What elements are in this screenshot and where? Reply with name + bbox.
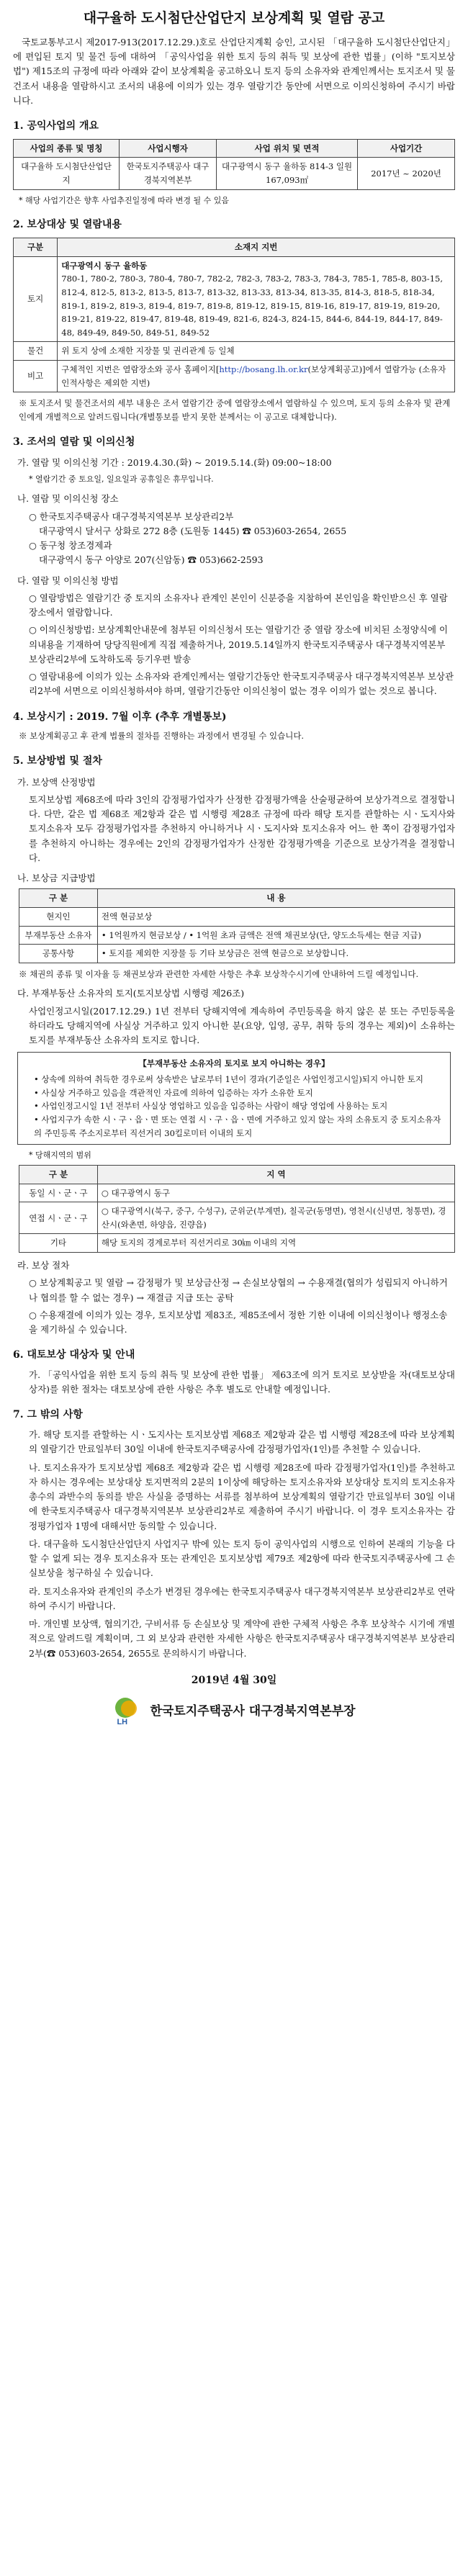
table-header: 구 분 bbox=[19, 1165, 98, 1184]
table-header: 구분 bbox=[14, 238, 58, 257]
table-cell: 전액 현금보상 bbox=[97, 907, 454, 926]
section-4-heading: 4. 보상시기 : 2019. 7월 이후 (추후 개별통보) bbox=[13, 711, 227, 723]
table-cell: 대구율하 도시첨단산업단지 bbox=[14, 158, 120, 189]
section-1-heading: 1. 공익사업의 개요 bbox=[13, 120, 99, 132]
table-cell: 공통사항 bbox=[19, 945, 98, 963]
procedure-text: ○ 보상계획공고 및 열람 → 감정평가 및 보상금산정 → 손실보상협의 → 수용재결(협의가 성립되지 아니하거나 협의를 할 수 없는 경우) → 재결금 지급 또는 공탁 bbox=[29, 1277, 448, 1303]
period-label: 가. 열람 및 이의신청 기간 : bbox=[17, 457, 127, 469]
place-item: ○ 한국토지주택공사 대구경북지역본부 보상관리2부 bbox=[29, 510, 234, 522]
absentee-text: 사업인정고시일(2017.12.29.) 1년 전부터 당해지역에 계속하여 주민등록을 하지 않은 분 또는 주민등록을 하더라도 당해지역에 사실상 거주하고 있지 아니한 분(요양, 입영, 공무, 취학 등의 경우는 제외)이 소유하는 토지를 부재부동산 소유자의 토지로 합니다. bbox=[29, 1005, 455, 1046]
place-item: 대구광역시 동구 아양로 207(신암동) ☎ 053)662-2593 bbox=[39, 554, 264, 566]
table-cell: 한국토지주택공사 대구경북지역본부 bbox=[120, 158, 217, 189]
other-item: 가. 해당 토지를 관할하는 시ㆍ도지사는 토지보상법 제68조 제2항과 같은 법 시행령 제28조에 따라 보상계획의 열람기간 만료일부터 30일 이내에 한국토지주택공사에 감정평가업자(1인)를 추천할 수 있습니다. bbox=[29, 1429, 455, 1455]
range-table bbox=[19, 1165, 455, 1253]
period-note: * 열람기간 중 토요일, 일요일과 공휴일은 휴무입니다. bbox=[29, 474, 214, 485]
exception-box bbox=[17, 1052, 451, 1145]
target-table bbox=[13, 238, 455, 392]
period-value: 2019.4.30.(화) ~ 2019.5.14.(화) 09:00~18:00 bbox=[127, 457, 332, 469]
table-header: 소재지 지번 bbox=[58, 238, 455, 257]
table-cell: 기타 bbox=[19, 1234, 98, 1253]
table-cell: 위 토지 상에 소재한 지장물 및 권리관계 등 일체 bbox=[58, 342, 455, 361]
table-cell: ○ 대구광역시 동구 bbox=[97, 1184, 454, 1202]
logo-text: LH bbox=[117, 1717, 128, 1726]
bosang-link[interactable]: http://bosang.lh.or.kr bbox=[219, 364, 308, 375]
land-city: 대구광역시 동구 율하동 bbox=[61, 260, 148, 271]
notice-date: 2019년 4월 30일 bbox=[191, 1674, 277, 1686]
land-lots: 780-1, 780-2, 780-3, 780-4, 780-7, 782-2, 782-3, 783-2, 783-3, 784-3, 785-1, 785-8, 803-15, 812-4, 812-5, 813-2, 813-5, 813-7, 813-32, 813-33, 813-34, 813-35, 814-3, 818-5, 818-34, 819-1, 819-2, 819-3, 819-4, 819-7, 819-8, 819-12, 819-15, 819-16, 819-17, 819-19, 819-20, 819-21, 819-22, 819-47, 819-48, 819-49, 821-6, 824-3, 824-15, 844-6, 844-19, 844-17, 849-48, 849-49, 849-50, 849-51, 849-52 bbox=[61, 274, 443, 338]
payment-note: ※ 채권의 종류 및 이자율 등 채권보상과 관련한 자세한 사항은 추후 보상착수시기에 안내하여 드릴 예정입니다. bbox=[19, 968, 419, 979]
page-title: 대구율하 도시첨단산업단지 보상계획 및 열람 공고 bbox=[83, 10, 385, 26]
exception-item: • 상속에 의하여 취득한 경우로써 상속받은 날로부터 1년이 경과(기준일은 사업인정고시일)되지 아니한 토지 bbox=[34, 1074, 423, 1084]
section-6-heading: 6. 대토보상 대상자 및 안내 bbox=[13, 1349, 135, 1361]
procedure-text-2: ○ 수용재결에 이의가 있는 경우, 토지보상법 제83조, 제85조에서 정한 기한 이내에 이의신청이나 행정소송을 제기하실 수 있습니다. bbox=[29, 1309, 448, 1336]
table-cell: 토지 bbox=[14, 256, 58, 342]
section-6-text: 가. 「공익사업을 위한 토지 등의 취득 및 보상에 관한 법률」 제63조에 의거 토지로 보상받을 자(대토보상대상자)를 위한 절차는 대토보상에 관한 사항은 추후 별도로 안내할 예정입니다. bbox=[29, 1369, 455, 1395]
table-header: 사업시행자 bbox=[120, 139, 217, 158]
intro-text: 국토교통부고시 제2017-913(2017.12.29.)호로 산업단지계획 승인, 고시된 「대구율하 도시첨단산업단지」에 편입된 토지 및 물건 등에 대하여 「공익사업을 위한 토지 등의 취득 및 보상에 관한 법률」(이하 "토지보상법") 제15조의 규정에 따라 아래와 같이 보상계획을 공고하오니 토지 등의 소유자와 관계인께서는 토지조서 및 물건조서 내용을 열람하시고 조서의 내용에 이의가 있는 경우 열람기간 동안에 서면으로 이의신청하여 주시기 바랍니다. bbox=[13, 36, 455, 106]
other-item: 다. 대구율하 도시첨단산업단지 사업지구 밖에 있는 토지 등이 공익사업의 시행으로 인하여 본래의 기능을 다할 수 없게 되는 경우 토지소유자 또는 관계인은 토지보상법 제79조 제2항에 따라 한국토지주택공사에 그 손실보상을 청구하실 수 있습니다. bbox=[29, 1538, 455, 1579]
table-cell: • 1억원까지 현금보상 / • 1억원 초과 금액은 전액 채권보상(단, 양도소득세는 현금 지급) bbox=[97, 926, 454, 945]
method-label: 다. 열람 및 이의신청 방법 bbox=[17, 575, 119, 586]
project-overview-table bbox=[13, 139, 455, 190]
other-item: 라. 토지소유자와 관계인의 주소가 변경된 경우에는 한국토지주택공사 대구경북지역본부 보상관리2부로 연락하여 주시기 바랍니다. bbox=[29, 1585, 455, 1611]
section-1-note: * 해당 사업기간은 향후 사업추진일정에 따라 변경 될 수 있음 bbox=[19, 195, 229, 205]
remark-cell bbox=[58, 361, 455, 392]
place-label: 나. 열람 및 이의신청 장소 bbox=[17, 493, 119, 505]
signature-block bbox=[13, 1698, 455, 1726]
other-item: 나. 토지소유자가 토지보상법 제68조 제2항과 같은 법 시행령 제28조에 따라 감정평가업자(1인)를 추천하고자 하시는 경우에는 보상대상 토지면적의 2분의 1이상에 해당하는 토지소유자와 보상대상 토지의 토지소유자 총수의 과반수의 동의를 받은 사실을 증명하는 서류를 첨부하여 보상계획의 열람기간 만료일부터 30일 이내에 한국토지주택공사 대구경북지역본부 보상관리2부로 제출하여 주시기 바랍니다. 이 경우 토지소유자는 감정평가업자 1명에 대해서만 동의할 수 있습니다. bbox=[29, 1462, 455, 1531]
exception-item: • 사업인정고시일 1년 전부터 사실상 영업하고 있음을 입증하는 사람이 해당 영업에 사용하는 토지 bbox=[34, 1101, 388, 1112]
section-7-heading: 7. 그 밖의 사항 bbox=[13, 1409, 83, 1421]
exception-item: • 사실상 거주하고 있음을 객관적인 자료에 의하여 입증하는 자가 소유한 토지 bbox=[34, 1087, 313, 1098]
table-header: 사업 위치 및 면적 bbox=[216, 139, 357, 158]
place-item: 대구광역시 달서구 상화로 272 8층 (도원동 1445) ☎ 053)603-2654, 2655 bbox=[39, 525, 347, 536]
section-5-heading: 5. 보상방법 및 절차 bbox=[13, 755, 102, 767]
table-cell: 비고 bbox=[14, 361, 58, 392]
land-lots-cell bbox=[58, 256, 455, 342]
method-item: ○ 열람내용에 이의가 있는 소유자와 관계인께서는 열람기간동안 한국토지주택공사 대구경북지역본부 보상관리2부에 서면으로 이의신청하셔야 하며, 열람기간동안 이의신청이 없는 경우 이의가 없는 것으로 봅니다. bbox=[29, 671, 454, 697]
table-cell: 대구광역시 동구 율하동 814-3 일원 167,093㎡ bbox=[216, 158, 357, 189]
table-header: 사업기간 bbox=[358, 139, 455, 158]
procedure-label: 라. 보상 절차 bbox=[17, 1260, 70, 1271]
table-cell: 현지인 bbox=[19, 907, 98, 926]
payment-table bbox=[19, 888, 455, 963]
table-cell: 해당 토지의 경계로부터 직선거리로 30㎞ 이내의 지역 bbox=[97, 1234, 454, 1253]
organization-name: 한국토지주택공사 대구경북지역본부장 bbox=[150, 1703, 356, 1719]
table-cell: 물건 bbox=[14, 342, 58, 361]
remark-text: 구체적인 지번은 열람장소와 공사 홈페이지[ bbox=[61, 364, 220, 375]
remark-text-2: (보상계획공고)]에서 열람가능 (소유자 인적사항은 제외한 지번) bbox=[61, 364, 446, 388]
range-note: * 당해지역의 범위 bbox=[29, 1150, 91, 1161]
period-line bbox=[17, 456, 455, 470]
table-header: 지 역 bbox=[97, 1165, 454, 1184]
method-item: ○ 이의신청방법: 보상계획안내문에 첨부된 이의신청서 또는 열람기간 중 열람 장소에 비치된 소정양식에 이의내용을 기재하여 당당직원에게 직접 제출하거나, 2019.5.14일까지 한국토지주택공사 대구경북지역본부 보상관리2부에 도착하도록 등기우편 발송 bbox=[29, 624, 449, 665]
table-header: 내 용 bbox=[97, 889, 454, 908]
calc-label: 가. 보상액 산정방법 bbox=[17, 776, 96, 788]
table-cell: 2017년 ~ 2020년 bbox=[358, 158, 455, 189]
payment-label: 나. 보상금 지급방법 bbox=[17, 873, 96, 883]
method-item: ○ 열람방법은 열람기간 중 토지의 소유자나 관계인 본인이 신분증을 지참하여 본인임을 확인받으신 후 열람 장소에서 열람합니다. bbox=[29, 592, 448, 618]
table-cell: 부재부동산 소유자 bbox=[19, 926, 98, 945]
table-cell: • 토지를 제외한 지장물 등 기타 보상금은 전액 현금으로 보상합니다. bbox=[97, 945, 454, 963]
absentee-label: 다. 부재부동산 소유자의 토지(토지보상법 시행령 제26조) bbox=[17, 988, 245, 999]
table-header: 사업의 종류 및 명칭 bbox=[14, 139, 120, 158]
exception-item: • 사업지구가 속한 시ㆍ구ㆍ읍ㆍ면 또는 연접 시ㆍ구ㆍ읍ㆍ면에 거주하고 있지 않는 자의 소유토지 중 토지소유자의 주민등록 주소지로부터 직선거리 30킬로미터 이내의 토지 bbox=[34, 1114, 441, 1138]
place-item: ○ 동구청 창조경제과 bbox=[29, 540, 112, 551]
section-2-note: ※ 토지조서 및 물건조서의 세부 내용은 조서 열람기간 중에 열람장소에서 열람하실 수 있으며, 토지 등의 소유자 및 관계인에게 개별적으로 알려드립니다(개별통보를 받지 못한 분께서는 이 공고로 대체합니다). bbox=[19, 398, 451, 422]
other-item: 마. 개인별 보상액, 협의기간, 구비서류 등 손실보상 및 계약에 관한 구체적 사항은 추후 보상착수 시기에 개별적으로 알려드릴 계획이며, 그 외 보상과 관련한 자세한 사항은 한국토지주택공사 대구경북지역본부 보상관리2부(☎ 053)603-2654, 2655로 문의하시기 바랍니다. bbox=[29, 1618, 455, 1659]
exception-box-title: 【부재부동산 소유자의 토지로 보지 아니하는 경우】 bbox=[138, 1058, 330, 1069]
section-4-note: ※ 보상계획공고 후 관계 법률의 절차를 진행하는 과정에서 변경될 수 있습니다. bbox=[19, 731, 305, 742]
lh-logo-icon bbox=[112, 1698, 141, 1726]
section-2-heading: 2. 보상대상 및 열람내용 bbox=[13, 219, 122, 231]
table-cell: 연접 시ㆍ군ㆍ구 bbox=[19, 1202, 98, 1234]
table-cell: 동일 시ㆍ군ㆍ구 bbox=[19, 1184, 98, 1202]
section-3-heading: 3. 조서의 열람 및 이의신청 bbox=[13, 436, 135, 448]
calc-text: 토지보상법 제68조에 따라 3인의 감정평가업자가 산정한 감정평가액을 산술평균하여 보상가격으로 결정합니다. 다만, 같은 법 제68조 제2항과 같은 법 시행령 제28조 규정에 따라 해당 토지를 관할하는 시ㆍ도지사와 토지소유자 모두 감정평가업자를 추천하지 아니하거나 시ㆍ도지사와 토지소유자 어느 한 쪽이 감정평가업자를 추천하지 아니하는 경우에는 2인의 감정평가업자가 산정한 감정평가액을 기준으로 보상가격을 결정합니다. bbox=[29, 793, 455, 863]
table-cell: ○ 대구광역시(북구, 중구, 수성구), 군위군(부계면), 칠곡군(동명면), 영천시(신녕면, 청통면), 경산시(와촌면, 하양읍, 진량읍) bbox=[97, 1202, 454, 1234]
table-header: 구 분 bbox=[19, 889, 98, 908]
